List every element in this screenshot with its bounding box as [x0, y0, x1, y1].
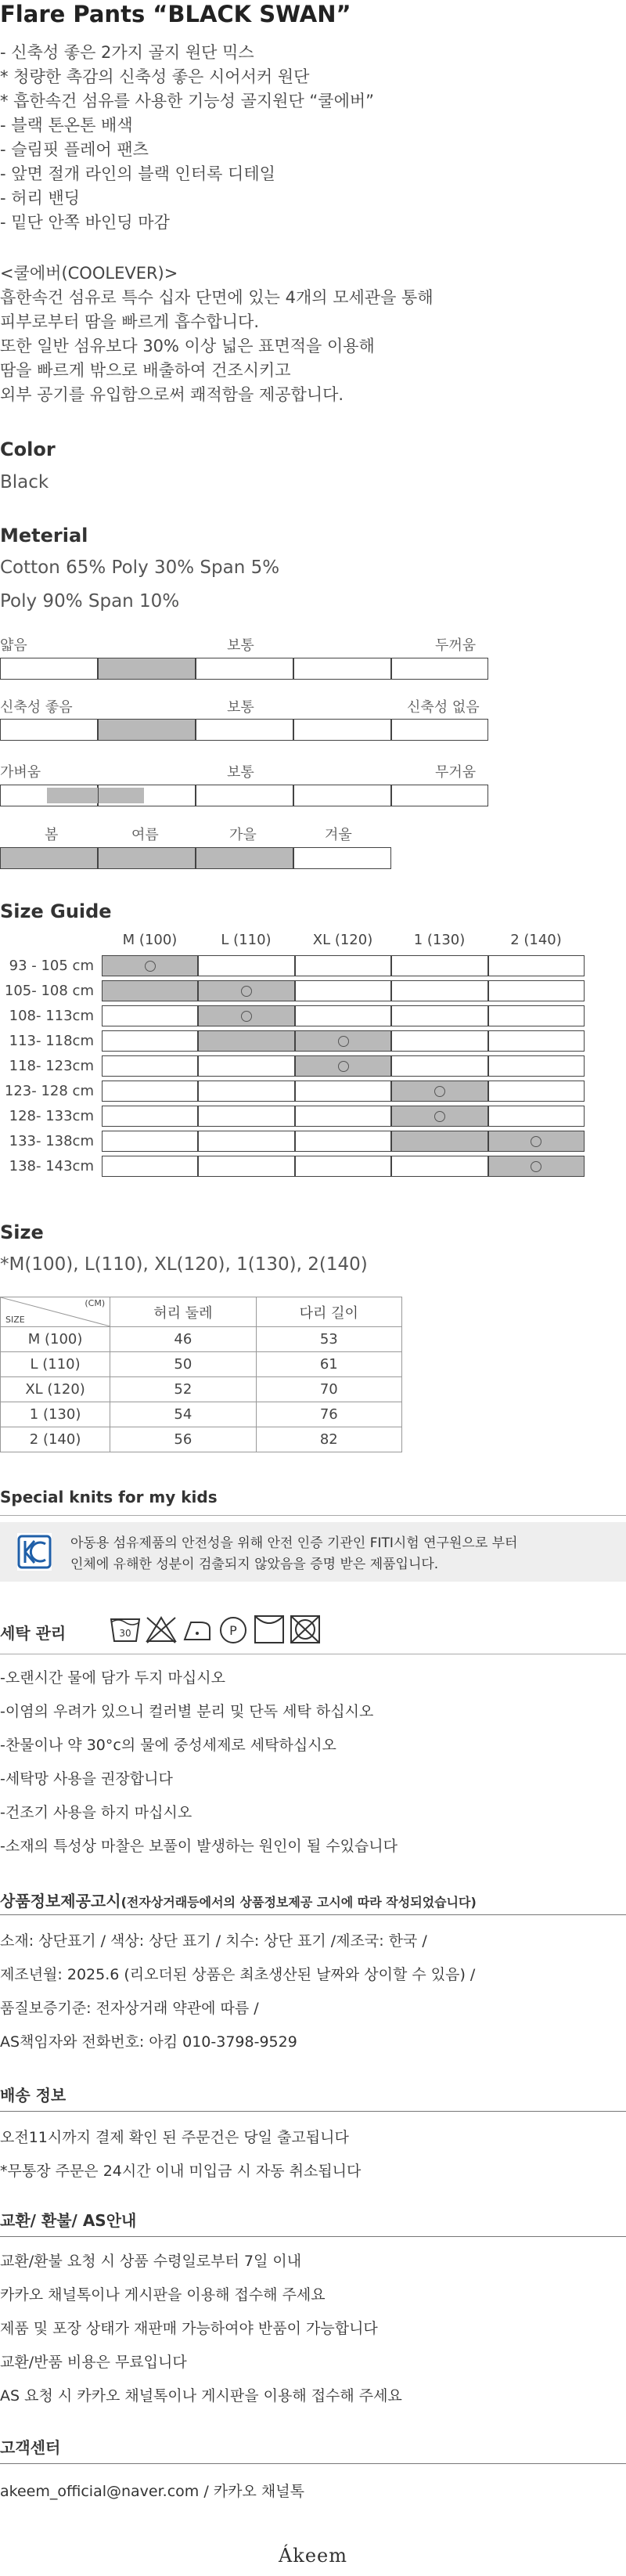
kc-mark-icon [17, 1533, 52, 1571]
kids-notice-line: 아동용 섬유제품의 안전성을 위해 안전 인증 기관인 FITI시험 연구원으로 부터 [70, 1535, 518, 1551]
table-row [1, 1427, 402, 1452]
laundry-line: -건조기 사용을 하지 마십시오 [0, 1804, 192, 1821]
size-guide-cell-fit [102, 980, 198, 1001]
size-guide-row-label: 113- 118cm [9, 1033, 94, 1049]
scale-cell [196, 658, 293, 680]
product-info-line: 제조년월: 2025.6 (리오더된 상품은 최초생산된 날짜와 상이할 수 있음) / [0, 1966, 476, 1983]
scale-stretch-good-label: 신축성 좋음 [0, 699, 73, 716]
size-guide-cell [102, 1081, 198, 1102]
season-spring-label: 봄 [45, 827, 59, 843]
scale-cell [293, 719, 391, 741]
size-guide-col-2: 2 (140) [510, 932, 562, 948]
scale-heavy-label: 무거움 [435, 764, 477, 781]
recommended-size-marker [338, 1061, 349, 1072]
size-heading: Size [0, 1221, 44, 1243]
size-guide-col-xl: XL (120) [312, 932, 373, 948]
product-title: Flare Pants “BLACK SWAN” [0, 1, 351, 27]
season-cell-spring [0, 847, 98, 869]
scale-cell-selected [98, 658, 196, 680]
material-line: Poly 90% Span 10% [0, 591, 180, 612]
waist-cell: 54 [110, 1402, 256, 1427]
recommended-size-marker [241, 1011, 252, 1022]
no-bleach-icon [147, 1618, 175, 1643]
leg-cell: 82 [256, 1427, 401, 1452]
exchange-line: AS 요청 시 카카오 채널톡이나 게시판을 이용해 접수해 주세요 [0, 2387, 402, 2405]
feature-line: - 밑단 안쪽 바인딩 마감 [0, 213, 170, 232]
coolever-line: <쿨에버(COOLEVER)> [0, 264, 178, 283]
scale-stretch-none-label: 신축성 없음 [407, 699, 480, 716]
size-guide-row-label: 118- 123cm [9, 1058, 94, 1074]
waist-cell: 56 [110, 1427, 256, 1452]
coolever-line: 또한 일반 섬유보다 30% 이상 넓은 표면적을 이용해 [0, 337, 375, 355]
size-guide-heading: Size Guide [0, 900, 112, 922]
waist-cell: 46 [110, 1327, 256, 1352]
size-guide-cell [488, 980, 585, 1001]
scale-cell [196, 719, 293, 741]
scale-cell [0, 658, 98, 680]
divider [0, 2463, 626, 2464]
coolever-line: 외부 공기를 유입함으로써 쾌적함을 제공합니다. [0, 385, 344, 404]
scale-cell [196, 785, 293, 806]
color-heading: Color [0, 438, 56, 460]
laundry-icons [110, 1611, 344, 1646]
size-cell: XL (120) [1, 1377, 110, 1402]
season-summer-label: 여름 [131, 827, 159, 843]
size-guide-col-l: L (110) [221, 932, 272, 948]
size-guide-row-label: 108- 113cm [9, 1008, 94, 1024]
scale-normal-label: 보통 [227, 637, 254, 654]
size-table-header [1, 1297, 402, 1327]
iron-low-icon [185, 1622, 210, 1640]
table-row [1, 1327, 402, 1352]
season-cell-summer [98, 847, 196, 869]
divider [0, 1914, 626, 1915]
no-tumble-dry-icon [291, 1616, 319, 1643]
line-dry-icon [255, 1616, 283, 1643]
size-guide-row-label: 105- 108 cm [4, 983, 94, 999]
customer-center-heading: 고객센터 [0, 2438, 61, 2457]
product-info-line: 품질보증기준: 전자상거래 약관에 따름 / [0, 2000, 259, 2017]
table-row [1, 1352, 402, 1377]
leg-length-header: 다리 길이 [256, 1297, 401, 1327]
waist-header: 허리 둘레 [110, 1297, 256, 1327]
laundry-line: -찬물이나 약 30°c의 물에 중성세제로 세탁하십시오 [0, 1737, 336, 1754]
recommended-size-marker [531, 1161, 541, 1172]
size-list: *M(100), L(110), XL(120), 1(130), 2(140) [0, 1254, 368, 1275]
size-guide-cell [488, 1055, 585, 1077]
size-guide-cell [198, 1081, 294, 1102]
size-cell: L (110) [1, 1352, 110, 1377]
feature-list [0, 41, 374, 235]
dry-clean-p-icon [221, 1618, 246, 1643]
scale-cell [293, 785, 391, 806]
season-autumn-label: 가을 [229, 827, 257, 843]
coolever-description [0, 262, 434, 407]
size-guide-cell [102, 1131, 198, 1152]
kids-heading: Special knits for my kids [0, 1488, 218, 1506]
kids-notice-line: 인체에 유해한 성분이 검출되지 않았음을 증명 받은 제품입니다. [70, 1557, 439, 1572]
shipping-heading: 배송 정보 [0, 2086, 67, 2105]
color-value: Black [0, 472, 49, 492]
size-guide-col-1: 1 (130) [413, 932, 466, 948]
size-guide-cell [198, 1131, 294, 1152]
season-winter-label: 겨울 [325, 827, 352, 843]
brand-logo: Ákeem [278, 2545, 348, 2567]
size-label: SIZE [5, 1315, 25, 1325]
size-guide-col-m: M (100) [122, 932, 178, 948]
size-guide-cell [391, 1055, 487, 1077]
laundry-heading: 세탁 관리 [0, 1624, 67, 1643]
size-guide-cell [391, 955, 487, 976]
season-cell-autumn [196, 847, 293, 869]
size-guide-cell [102, 1156, 198, 1177]
divider [0, 2236, 626, 2237]
product-info-line: AS책임자와 전화번호: 아킴 010-3798-9529 [0, 2033, 297, 2051]
laundry-line: -소재의 특성상 마찰은 보풀이 발생하는 원인이 될 수있습니다 [0, 1838, 398, 1855]
size-guide-row-label: 123- 128 cm [4, 1083, 94, 1099]
size-guide-cell [102, 1106, 198, 1127]
kids-notice-box [0, 1522, 626, 1582]
size-guide-cell [391, 1156, 487, 1177]
size-table [0, 1297, 402, 1452]
scale-light-label: 가벼움 [0, 764, 41, 781]
exchange-line: 교환/반품 비용은 무료입니다 [0, 2354, 187, 2371]
exchange-line: 카카오 채널톡이나 게시판을 이용해 접수해 주세요 [0, 2286, 326, 2304]
size-guide-cell [391, 1030, 487, 1052]
recommended-size-marker [531, 1136, 541, 1147]
size-guide-cell [488, 1030, 585, 1052]
feature-line: - 앞면 절개 라인의 블랙 인터록 디테일 [0, 164, 275, 183]
size-guide-cell [102, 1055, 198, 1077]
product-info-heading-row [0, 1889, 477, 1911]
coolever-line: 흡한속건 섬유로 특수 십자 단면에 있는 4개의 모세관을 통해 [0, 288, 434, 307]
size-cell: 2 (140) [1, 1427, 110, 1452]
product-info-note: (전자상거래등에서의 상품정보제공 고시에 따라 작성되었습니다) [121, 1895, 477, 1910]
table-row [1, 1377, 402, 1402]
wash-temp-label: 30 [119, 1628, 131, 1639]
size-guide-cell [295, 980, 391, 1001]
leg-cell: 76 [256, 1402, 401, 1427]
size-guide-cell [295, 955, 391, 976]
divider [0, 2111, 626, 2112]
laundry-line: -오랜시간 물에 담가 두지 마십시오 [0, 1669, 225, 1687]
exchange-line: 교환/환불 요청 시 상품 수령일로부터 7일 이내 [0, 2253, 302, 2270]
exchange-heading: 교환/ 환불/ AS안내 [0, 2211, 137, 2230]
size-guide-cell [102, 1005, 198, 1026]
season-cell-winter [293, 847, 391, 869]
waist-cell: 50 [110, 1352, 256, 1377]
scale-cell [391, 785, 488, 806]
leg-cell: 61 [256, 1352, 401, 1377]
size-table-corner [1, 1297, 110, 1327]
scale-normal-label: 보통 [227, 699, 254, 716]
size-cell: M (100) [1, 1327, 110, 1352]
feature-line: * 청량한 촉감의 신축성 좋은 시어서커 원단 [0, 67, 310, 86]
feature-line: - 신축성 좋은 2가지 골지 원단 믹스 [0, 43, 254, 62]
customer-center-line: akeem_official@naver.com / 카카오 채널톡 [0, 2483, 304, 2500]
size-cell: 1 (130) [1, 1402, 110, 1427]
feature-line: - 슬림핏 플레어 팬츠 [0, 140, 149, 159]
coolever-line: 땀을 빠르게 밖으로 배출하여 건조시키고 [0, 361, 291, 380]
size-guide-cell [488, 1106, 585, 1127]
recommended-size-marker [145, 961, 156, 972]
size-guide-cell [488, 1081, 585, 1102]
size-guide-cell [295, 1131, 391, 1152]
size-guide-cell [488, 955, 585, 976]
scale-cell [0, 719, 98, 741]
material-line: Cotton 65% Poly 30% Span 5% [0, 557, 280, 578]
size-guide-cell [295, 1005, 391, 1026]
laundry-line: -세탁망 사용을 권장합니다 [0, 1770, 173, 1788]
recommended-size-marker [241, 986, 252, 997]
size-guide-cell [102, 1030, 198, 1052]
laundry-line: -이염의 우려가 있으니 컬러별 분리 및 단독 세탁 하십시오 [0, 1703, 374, 1720]
unit-label: (CM) [85, 1298, 106, 1308]
feature-line: * 흡한속건 섬유를 사용한 기능성 골지원단 “쿨에버” [0, 92, 375, 110]
recommended-size-marker [434, 1086, 445, 1097]
size-guide-cell-fit [391, 1131, 487, 1152]
leg-cell: 53 [256, 1327, 401, 1352]
size-guide-cell [391, 980, 487, 1001]
size-guide-cell [198, 1106, 294, 1127]
product-info-line: 소재: 상단표기 / 색상: 상단 표기 / 치수: 상단 표기 /제조국: 한국 / [0, 1932, 427, 1950]
scale-thick-label: 두꺼움 [435, 637, 477, 654]
scale-cell-selected [98, 719, 196, 741]
divider [0, 1515, 626, 1516]
kc-mark-svg [17, 1533, 52, 1571]
laundry-icons-svg [110, 1611, 344, 1646]
product-info-heading: 상품정보제공고시 [0, 1892, 121, 1910]
size-guide-cell [488, 1005, 585, 1026]
feature-line: - 허리 밴딩 [0, 189, 81, 207]
scale-cell [391, 719, 488, 741]
scale-cell [293, 658, 391, 680]
material-heading: Meterial [0, 525, 88, 547]
size-guide-cell [391, 1005, 487, 1026]
scale-normal-label: 보통 [227, 764, 254, 781]
size-guide-cell-fit [198, 1030, 294, 1052]
size-guide-cell [295, 1156, 391, 1177]
shipping-line: 오전11시까지 결제 확인 된 주문건은 당일 출고됩니다 [0, 2129, 349, 2146]
size-guide-cell [295, 1081, 391, 1102]
size-guide-cell [198, 1055, 294, 1077]
table-row [1, 1402, 402, 1427]
leg-cell: 70 [256, 1377, 401, 1402]
waist-cell: 52 [110, 1377, 256, 1402]
scale-cell [391, 658, 488, 680]
size-guide-cell [198, 1156, 294, 1177]
exchange-line: 제품 및 포장 상태가 재판매 가능하여야 반품이 가능합니다 [0, 2320, 378, 2337]
size-guide-cell [295, 1106, 391, 1127]
recommended-size-marker [338, 1036, 349, 1047]
shipping-line: *무통장 주문은 24시간 이내 미입금 시 자동 취소됩니다 [0, 2163, 362, 2180]
feature-line: - 블랙 톤온톤 배색 [0, 116, 133, 135]
size-guide-row-label: 93 - 105 cm [9, 958, 94, 974]
recommended-size-marker [434, 1111, 445, 1122]
scale-thin-label: 얇음 [0, 637, 27, 654]
size-guide-row-label: 133- 138cm [9, 1133, 94, 1149]
size-guide-row-label: 128- 133cm [9, 1108, 94, 1124]
svg-text:P: P [229, 1623, 237, 1638]
wash-30-icon [111, 1619, 139, 1641]
coolever-line: 피부로부터 땀을 빠르게 흡수합니다. [0, 312, 259, 331]
scale-cell [98, 785, 196, 806]
size-guide-cell [198, 955, 294, 976]
size-guide-row-label: 138- 143cm [9, 1158, 94, 1174]
